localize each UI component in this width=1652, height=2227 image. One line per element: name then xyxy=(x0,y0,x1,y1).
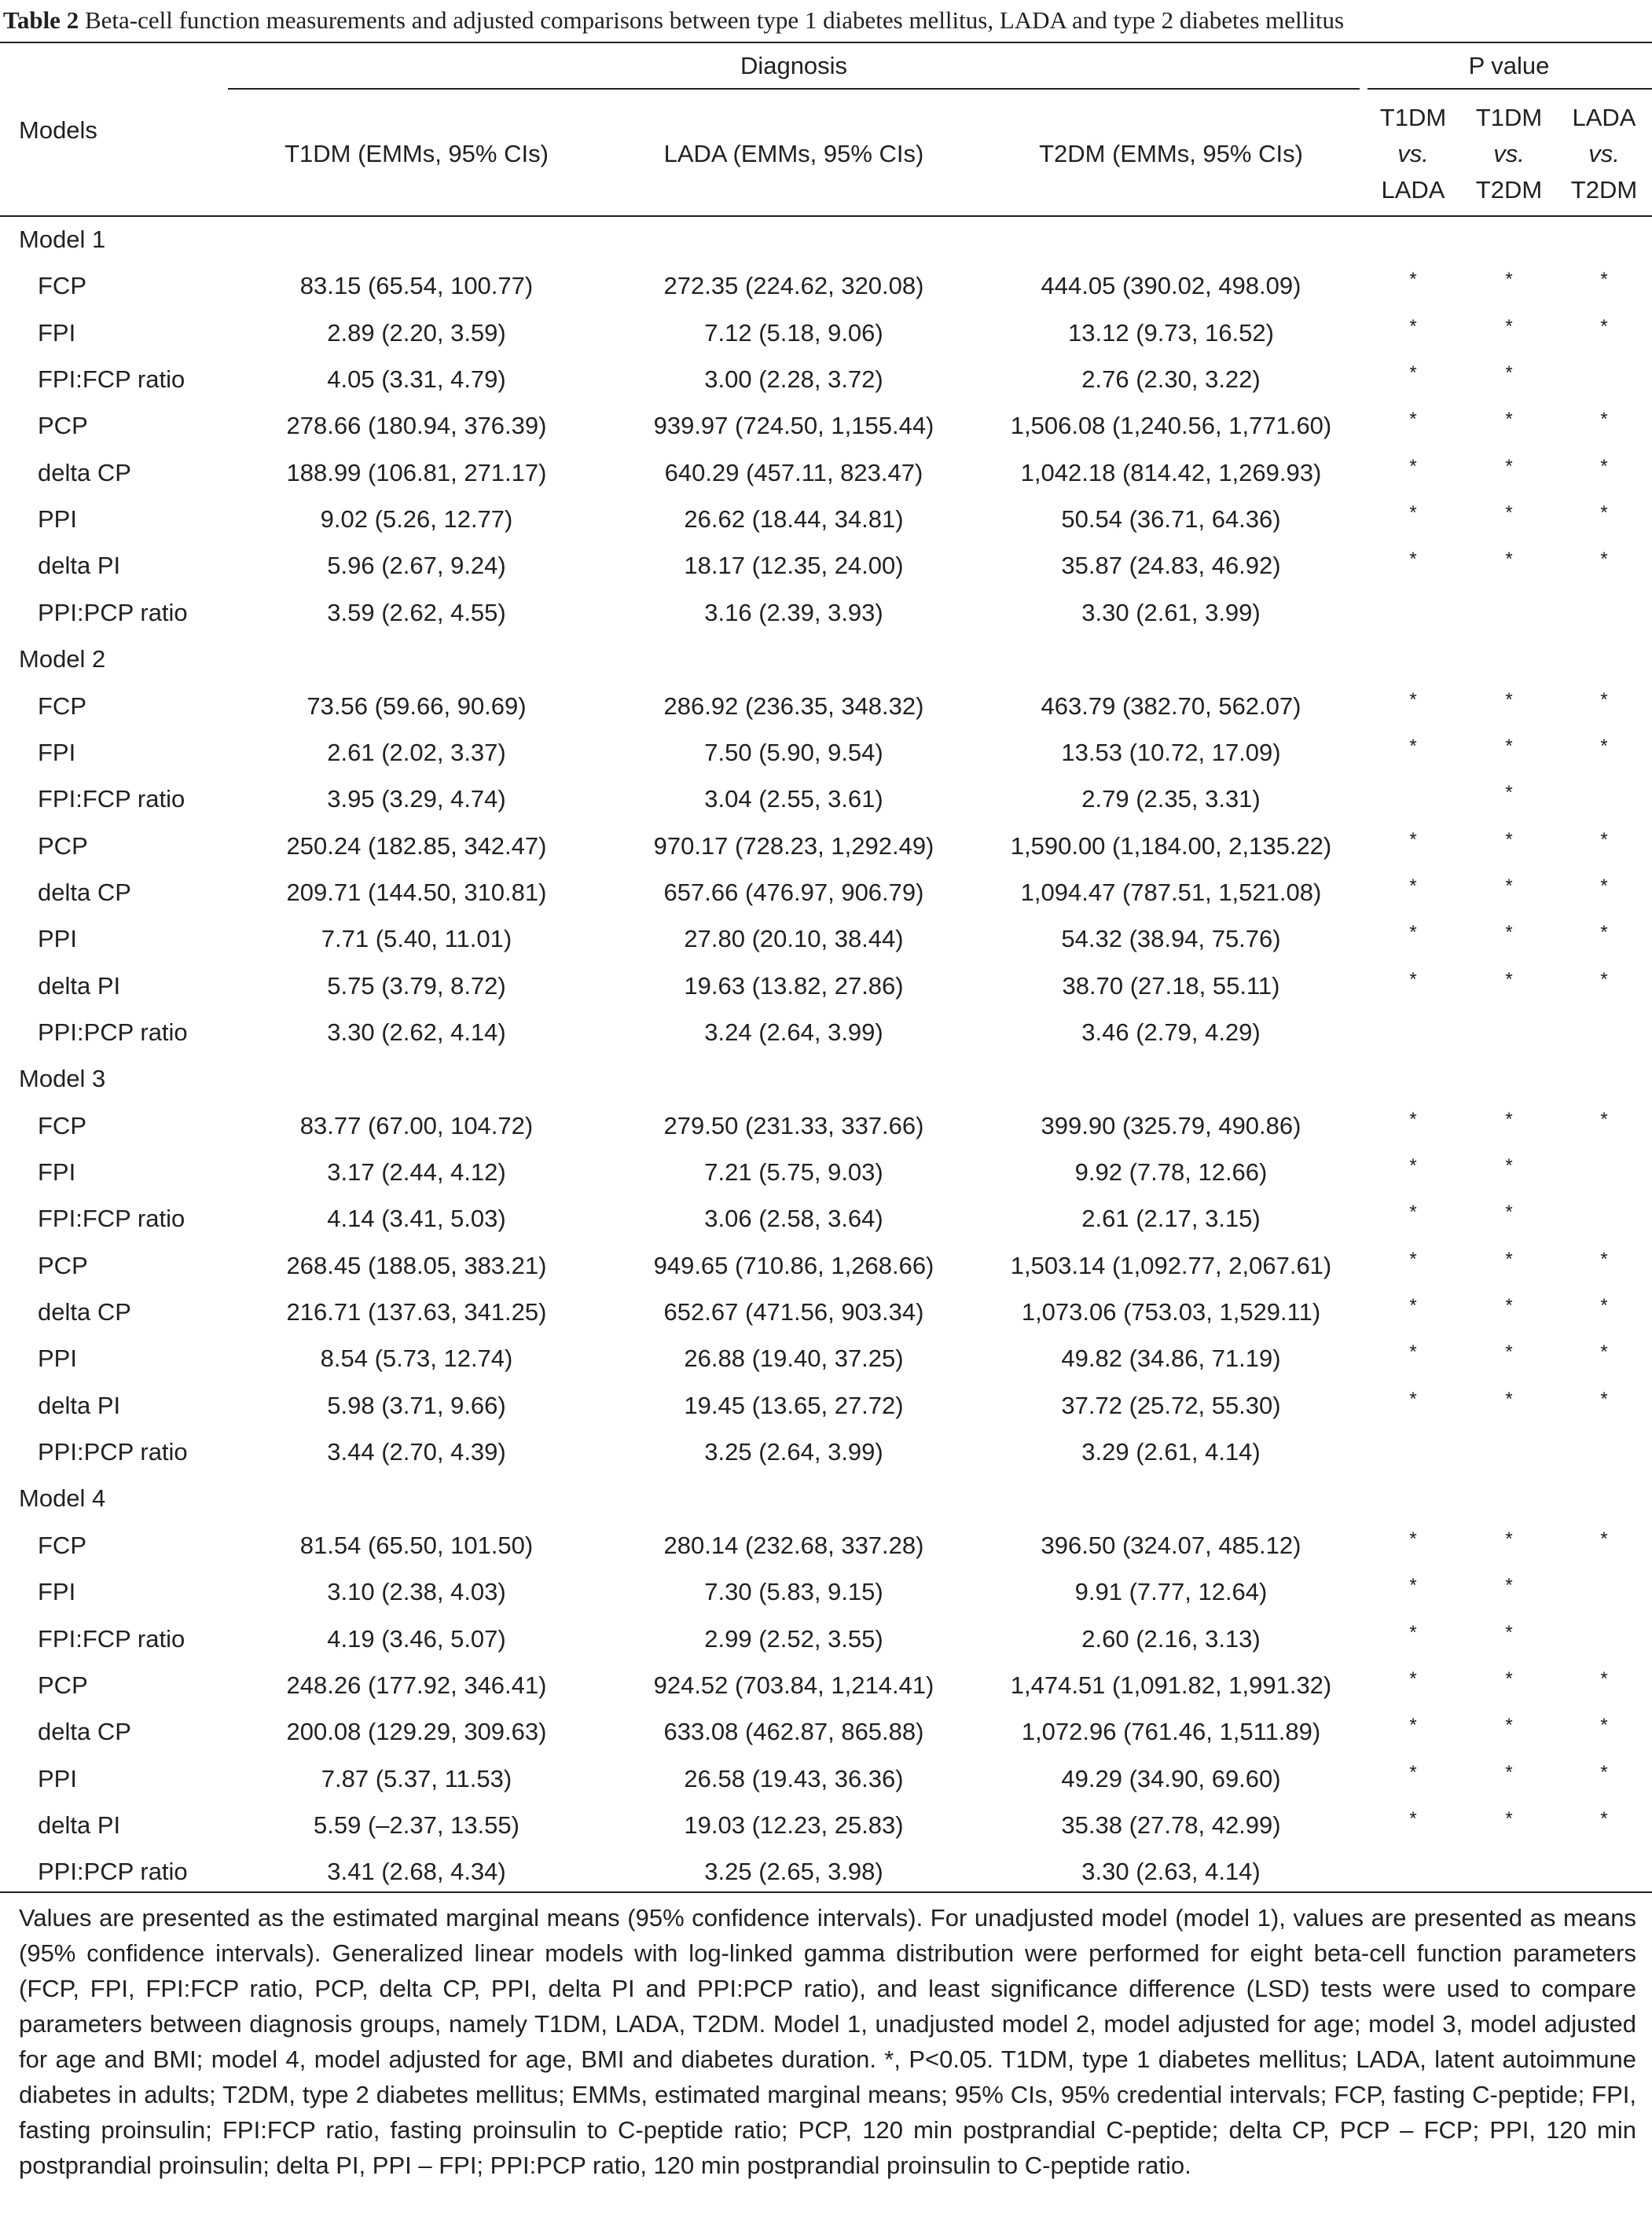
t2dm-cell: 2.76 (2.30, 3.22) xyxy=(1081,365,1261,394)
p-value-mark: * xyxy=(1409,968,1417,990)
param-cell: delta CP xyxy=(38,1298,131,1326)
p-value-mark: * xyxy=(1505,1575,1513,1597)
t1dm-cell: 2.61 (2.02, 3.37) xyxy=(327,738,506,766)
lada-cell: 652.67 (471.56, 903.34) xyxy=(663,1298,924,1326)
t2dm-cell: 54.32 (38.94, 75.76) xyxy=(1061,925,1281,953)
lada-cell: 26.58 (19.43, 36.36) xyxy=(684,1764,904,1792)
p-value-mark: * xyxy=(1505,548,1513,571)
p-value-mark: * xyxy=(1505,409,1513,431)
param-cell: FPI:FCP ratio xyxy=(38,785,185,813)
lada-cell: 26.62 (18.44, 34.81) xyxy=(684,505,904,534)
param-cell: PCP xyxy=(38,1671,88,1699)
t1dm-cell: 4.19 (3.46, 5.07) xyxy=(327,1624,506,1653)
p-value-mark: * xyxy=(1505,688,1513,710)
model-heading: Model 3 xyxy=(19,1065,106,1093)
t1dm-cell: 4.05 (3.31, 4.79) xyxy=(327,365,506,394)
t2dm-cell: 13.12 (9.73, 16.52) xyxy=(1068,318,1274,347)
param-cell: PPI:PCP ratio xyxy=(38,598,188,626)
lada-cell: 633.08 (462.87, 865.88) xyxy=(663,1718,924,1746)
p-value-mark: * xyxy=(1505,362,1513,384)
p-value-mark: * xyxy=(1409,1621,1417,1643)
lada-cell: 7.30 (5.83, 9.15) xyxy=(704,1578,883,1606)
t1dm-cell: 73.56 (59.66, 90.69) xyxy=(307,692,527,720)
lada-cell: 7.21 (5.75, 9.03) xyxy=(704,1158,883,1186)
t1dm-cell: 7.71 (5.40, 11.01) xyxy=(321,925,512,953)
t1dm-cell: 248.26 (177.92, 346.41) xyxy=(286,1671,547,1699)
p-value-mark: * xyxy=(1600,502,1608,524)
p-value-mark: * xyxy=(1409,828,1417,850)
p-value-mark: * xyxy=(1600,968,1608,990)
param-cell: FPI xyxy=(38,1158,76,1186)
t2dm-cell: 9.92 (7.78, 12.66) xyxy=(1074,1158,1268,1186)
t2dm-cell: 49.82 (34.86, 71.19) xyxy=(1061,1345,1281,1373)
t1dm-cell: 3.10 (2.38, 4.03) xyxy=(327,1578,506,1606)
t2dm-cell: 1,042.18 (814.42, 1,269.93) xyxy=(1020,458,1322,486)
p-value-mark: * xyxy=(1600,455,1608,477)
p-value-mark: * xyxy=(1409,1807,1417,1829)
top-rule xyxy=(0,42,1652,43)
p-value-mark: * xyxy=(1505,1295,1513,1317)
t1dm-cell: 216.71 (137.63, 341.25) xyxy=(286,1298,547,1326)
t1dm-cell: 250.24 (182.85, 342.47) xyxy=(286,831,547,860)
p-value-mark: * xyxy=(1505,1715,1513,1737)
p-value-mark: * xyxy=(1409,1108,1417,1130)
p-value-mark: * xyxy=(1600,828,1608,850)
table-number: Table 2 xyxy=(3,6,79,34)
p-value-mark: * xyxy=(1600,1388,1608,1410)
t1dm-cell: 4.14 (3.41, 5.03) xyxy=(327,1205,506,1233)
p-value-mark: * xyxy=(1409,1575,1417,1597)
p-value-mark: * xyxy=(1409,1248,1417,1270)
lada-cell: 939.97 (724.50, 1,155.44) xyxy=(653,412,934,440)
t1dm-cell: 278.66 (180.94, 376.39) xyxy=(286,412,547,440)
t1dm-cell: 8.54 (5.73, 12.74) xyxy=(320,1345,513,1373)
p-value-mark: * xyxy=(1409,688,1417,710)
lada-cell: 3.16 (2.39, 3.93) xyxy=(704,598,883,626)
t2dm-cell: 3.30 (2.61, 3.99) xyxy=(1081,598,1261,626)
t2dm-cell: 50.54 (36.71, 64.36) xyxy=(1061,505,1281,534)
p-value-mark: * xyxy=(1505,968,1513,990)
t2dm-cell: 396.50 (324.07, 485.12) xyxy=(1041,1531,1301,1559)
model-heading: Model 1 xyxy=(19,226,106,253)
lada-cell: 19.63 (13.82, 27.86) xyxy=(684,971,904,1000)
p-header-2-bottom: T2DM xyxy=(1475,176,1543,204)
p-value-mark: * xyxy=(1505,1528,1513,1550)
param-cell: delta CP xyxy=(38,878,131,906)
param-cell: PPI xyxy=(38,1345,77,1373)
t2dm-cell: 399.90 (325.79, 490.86) xyxy=(1041,1111,1301,1139)
p-value-mark: * xyxy=(1505,1248,1513,1270)
p-value-mark: * xyxy=(1505,875,1513,897)
p-value-mark: * xyxy=(1409,875,1417,897)
lada-cell: 19.45 (13.65, 27.72) xyxy=(684,1391,904,1419)
param-cell: FPI xyxy=(38,1578,76,1606)
p-value-mark: * xyxy=(1600,1528,1608,1550)
p-value-mark: * xyxy=(1600,548,1608,571)
t1dm-cell: 3.59 (2.62, 4.55) xyxy=(327,598,506,626)
p-value-mark: * xyxy=(1409,1295,1417,1317)
p-header-2-top: T1DM xyxy=(1475,104,1543,131)
t1dm-cell: 83.15 (65.54, 100.77) xyxy=(299,272,534,300)
p-header-3-top: LADA xyxy=(1572,104,1636,131)
t1dm-cell: 5.96 (2.67, 9.24) xyxy=(327,552,506,580)
header-t1dm: T1DM (EMMs, 95% CIs) xyxy=(285,140,549,167)
param-cell: FPI xyxy=(38,738,76,766)
p-value-mark: * xyxy=(1505,782,1513,804)
lada-cell: 286.92 (236.35, 348.32) xyxy=(663,692,924,720)
p-value-mark: * xyxy=(1409,548,1417,571)
p-value-mark: * xyxy=(1505,828,1513,850)
lada-cell: 970.17 (728.23, 1,292.49) xyxy=(653,831,934,860)
lada-cell: 3.06 (2.58, 3.64) xyxy=(704,1205,883,1233)
lada-cell: 3.25 (2.65, 3.98) xyxy=(704,1858,883,1886)
lada-cell: 18.17 (12.35, 24.00) xyxy=(684,552,904,580)
t1dm-cell: 7.87 (5.37, 11.53) xyxy=(321,1764,512,1792)
param-cell: PPI xyxy=(38,505,77,534)
p-value-mark: * xyxy=(1600,735,1608,757)
t2dm-cell: 444.05 (390.02, 498.09) xyxy=(1041,272,1301,300)
p-value-mark: * xyxy=(1505,1341,1513,1363)
p-value-mark: * xyxy=(1409,1155,1417,1176)
p-value-mark: * xyxy=(1505,1108,1513,1130)
model-heading: Model 4 xyxy=(19,1484,106,1513)
lada-cell: 3.04 (2.55, 3.61) xyxy=(704,785,883,813)
p-value-mark: * xyxy=(1600,1341,1608,1363)
t1dm-cell: 3.95 (3.29, 4.74) xyxy=(327,785,506,813)
p-value-mark: * xyxy=(1409,269,1417,291)
t1dm-cell: 81.54 (65.50, 101.50) xyxy=(299,1531,534,1559)
t1dm-cell: 9.02 (5.26, 12.77) xyxy=(320,505,513,534)
p-value-mark: * xyxy=(1409,362,1417,384)
table-footnote: Values are presented as the estimated marginal means (95% confidence intervals). For unadjusted model (model 1), values are presented as means (95% confidence intervals). Generalized linear models with log-linked gamma distribution were performed for eight beta-cell function parameters (FCP, FPI, FPI:FCP ratio, PCP, delta CP, PPI, delta PI and PPI:PCP ratio), and least significance difference (LSD) tests were used to compare parameters between diagnosis groups, namely T1DM, LADA, T2DM. Model 1, unadjusted model 2, model adjusted for age; model 3, model adjusted for age and BMI; model 4, model adjusted for age, BMI and diabetes duration. *, P<0.05. T1DM, type 1 diabetes mellitus; LADA, latent autoimmune diabetes in adults; T2DM, type 2 diabetes mellitus; EMMs, estimated marginal means; 95% CIs, 95% credential intervals; FCP, fasting C-peptide; FPI, fasting proinsulin; FPI:FCP ratio, fasting proinsulin to C-peptide ratio; PCP, 120 min postprandial C-peptide; delta CP, PCP – FCP; PPI, 120 min postprandial proinsulin; delta PI, PPI – FPI; PPI:PCP ratio, 120 min postprandial proinsulin to C-peptide ratio. xyxy=(19,1904,1636,2179)
t2dm-cell: 1,503.14 (1,092.77, 2,067.61) xyxy=(1010,1251,1332,1279)
p-value-mark: * xyxy=(1505,922,1513,944)
t2dm-cell: 1,072.96 (761.46, 1,511.89) xyxy=(1021,1718,1321,1746)
param-cell: FPI:FCP ratio xyxy=(38,1205,185,1233)
p-value-mark: * xyxy=(1409,1761,1417,1783)
param-cell: delta CP xyxy=(38,458,131,486)
t2dm-cell: 463.79 (382.70, 562.07) xyxy=(1041,692,1301,720)
lada-cell: 279.50 (231.33, 337.66) xyxy=(663,1111,924,1139)
t1dm-cell: 3.17 (2.44, 4.12) xyxy=(327,1158,506,1186)
t1dm-cell: 268.45 (188.05, 383.21) xyxy=(286,1251,547,1279)
t2dm-cell: 37.72 (25.72, 55.30) xyxy=(1061,1391,1281,1419)
t1dm-cell: 5.59 (–2.37, 13.55) xyxy=(314,1811,519,1839)
param-cell: PPI xyxy=(38,925,77,953)
lada-cell: 280.14 (232.68, 337.28) xyxy=(663,1531,924,1559)
p-value-mark: * xyxy=(1600,1715,1608,1737)
t2dm-cell: 2.61 (2.17, 3.15) xyxy=(1081,1205,1261,1233)
t1dm-cell: 5.75 (3.79, 8.72) xyxy=(327,971,506,1000)
param-cell: delta PI xyxy=(38,552,121,580)
p-value-mark: * xyxy=(1505,1621,1513,1643)
t1dm-cell: 3.44 (2.70, 4.39) xyxy=(327,1438,506,1466)
t1dm-cell: 188.99 (106.81, 271.17) xyxy=(286,458,547,486)
param-cell: FPI:FCP ratio xyxy=(38,1624,185,1653)
table-caption: Beta-cell function measurements and adjusted comparisons between type 1 diabetes mellitus, LADA and type 2 diabetes mellitus xyxy=(84,6,1345,34)
param-cell: PCP xyxy=(38,412,88,440)
t2dm-cell: 2.79 (2.35, 3.31) xyxy=(1081,785,1261,813)
p-value-mark: * xyxy=(1409,409,1417,431)
p-header-3-vs: vs. xyxy=(1588,140,1620,167)
t2dm-cell: 1,590.00 (1,184.00, 2,135.22) xyxy=(1010,831,1332,860)
p-value-mark: * xyxy=(1600,315,1608,337)
lada-cell: 19.03 (12.23, 25.83) xyxy=(684,1811,904,1839)
t1dm-cell: 3.41 (2.68, 4.34) xyxy=(327,1858,506,1886)
t1dm-cell: 209.71 (144.50, 310.81) xyxy=(286,878,547,906)
lada-cell: 657.66 (476.97, 906.79) xyxy=(663,878,924,906)
param-cell: PCP xyxy=(38,831,88,860)
diagnosis-rule xyxy=(228,88,1360,90)
p-value-mark: * xyxy=(1409,1715,1417,1737)
p-header-1-bottom: LADA xyxy=(1381,176,1445,204)
param-cell: PPI:PCP ratio xyxy=(38,1858,188,1886)
t2dm-cell: 1,094.47 (787.51, 1,521.08) xyxy=(1020,878,1322,906)
t2dm-cell: 9.91 (7.77, 12.64) xyxy=(1074,1578,1268,1606)
t2dm-cell: 1,506.08 (1,240.56, 1,771.60) xyxy=(1010,412,1332,440)
p-value-mark: * xyxy=(1600,1295,1608,1317)
param-cell: FCP xyxy=(38,692,86,720)
param-cell: FCP xyxy=(38,1111,86,1139)
header-bottom-rule xyxy=(0,215,1652,217)
p-value-mark: * xyxy=(1409,1341,1417,1363)
t1dm-cell: 5.98 (3.71, 9.66) xyxy=(327,1391,506,1419)
lada-cell: 949.65 (710.86, 1,268.66) xyxy=(653,1251,934,1279)
param-cell: delta CP xyxy=(38,1718,131,1746)
p-value-mark: * xyxy=(1409,1667,1417,1690)
p-value-mark: * xyxy=(1600,1667,1608,1690)
p-header-3-bottom: T2DM xyxy=(1570,176,1638,204)
param-cell: FCP xyxy=(38,272,86,300)
p-value-mark: * xyxy=(1409,922,1417,944)
model-heading: Model 2 xyxy=(19,645,106,673)
p-value-mark: * xyxy=(1409,315,1417,337)
p-value-mark: * xyxy=(1409,1202,1417,1224)
t2dm-cell: 38.70 (27.18, 55.11) xyxy=(1062,971,1280,1000)
param-cell: delta PI xyxy=(38,971,121,1000)
lada-cell: 2.99 (2.52, 3.55) xyxy=(704,1624,883,1653)
p-value-mark: * xyxy=(1505,1202,1513,1224)
p-value-mark: * xyxy=(1505,455,1513,477)
t1dm-cell: 83.77 (67.00, 104.72) xyxy=(299,1111,534,1139)
t2dm-cell: 35.38 (27.78, 42.99) xyxy=(1061,1811,1281,1839)
lada-cell: 3.24 (2.64, 3.99) xyxy=(704,1018,883,1046)
p-value-mark: * xyxy=(1600,875,1608,897)
param-cell: delta PI xyxy=(38,1811,121,1839)
p-value-mark: * xyxy=(1505,1761,1513,1783)
header-models: Models xyxy=(19,116,97,144)
p-value-mark: * xyxy=(1409,1528,1417,1550)
p-value-mark: * xyxy=(1600,269,1608,291)
lada-cell: 3.25 (2.64, 3.99) xyxy=(704,1438,883,1466)
p-value-mark: * xyxy=(1600,922,1608,944)
p-value-mark: * xyxy=(1600,1761,1608,1783)
header-diagnosis: Diagnosis xyxy=(740,52,848,79)
param-cell: FCP xyxy=(38,1531,86,1559)
param-cell: FPI xyxy=(38,318,76,347)
lada-cell: 27.80 (20.10, 38.44) xyxy=(684,925,904,953)
p-value-mark: * xyxy=(1409,735,1417,757)
p-value-mark: * xyxy=(1505,502,1513,524)
t2dm-cell: 49.29 (34.90, 69.60) xyxy=(1061,1764,1281,1792)
lada-cell: 26.88 (19.40, 37.25) xyxy=(684,1345,904,1373)
p-header-1-top: T1DM xyxy=(1379,104,1447,131)
param-cell: PCP xyxy=(38,1251,88,1279)
p-value-mark: * xyxy=(1505,1388,1513,1410)
param-cell: delta PI xyxy=(38,1391,121,1419)
t2dm-cell: 3.29 (2.61, 4.14) xyxy=(1081,1438,1261,1466)
p-value-mark: * xyxy=(1505,735,1513,757)
t2dm-cell: 3.46 (2.79, 4.29) xyxy=(1081,1018,1261,1046)
header-p-value: P value xyxy=(1468,52,1550,79)
param-cell: PPI:PCP ratio xyxy=(38,1438,188,1466)
lada-cell: 7.12 (5.18, 9.06) xyxy=(704,318,883,347)
t1dm-cell: 200.08 (129.29, 309.63) xyxy=(286,1718,547,1746)
p-value-mark: * xyxy=(1505,1667,1513,1690)
lada-cell: 7.50 (5.90, 9.54) xyxy=(704,738,883,766)
param-cell: FPI:FCP ratio xyxy=(38,365,185,394)
lada-cell: 640.29 (457.11, 823.47) xyxy=(664,458,923,486)
p-value-mark: * xyxy=(1505,1155,1513,1176)
t2dm-cell: 35.87 (24.83, 46.92) xyxy=(1061,552,1281,580)
p-value-mark: * xyxy=(1600,688,1608,710)
p-value-mark: * xyxy=(1505,1807,1513,1829)
p-value-mark: * xyxy=(1600,1248,1608,1270)
t2dm-cell: 1,073.06 (753.03, 1,529.11) xyxy=(1021,1298,1321,1326)
header-t2dm: T2DM (EMMs, 95% CIs) xyxy=(1039,140,1303,167)
t1dm-cell: 2.89 (2.20, 3.59) xyxy=(327,318,506,347)
t1dm-cell: 3.30 (2.62, 4.14) xyxy=(327,1018,506,1046)
p-value-mark: * xyxy=(1600,1807,1608,1829)
p-value-mark: * xyxy=(1409,455,1417,477)
lada-cell: 3.00 (2.28, 3.72) xyxy=(704,365,883,394)
table-title xyxy=(3,5,1646,36)
p-value-mark: * xyxy=(1600,409,1608,431)
table-bottom-rule xyxy=(0,1891,1652,1893)
p-header-1-vs: vs. xyxy=(1397,140,1429,167)
lada-cell: 272.35 (224.62, 320.08) xyxy=(663,272,924,300)
lada-cell: 924.52 (703.84, 1,214.41) xyxy=(653,1671,934,1699)
p-value-mark: * xyxy=(1409,1388,1417,1410)
param-cell: PPI xyxy=(38,1764,77,1792)
pvalue-rule xyxy=(1367,88,1652,90)
param-cell: PPI:PCP ratio xyxy=(38,1018,188,1046)
p-value-mark: * xyxy=(1505,269,1513,291)
header-lada: LADA (EMMs, 95% CIs) xyxy=(663,140,924,167)
t2dm-cell: 1,474.51 (1,091.82, 1,991.32) xyxy=(1010,1671,1332,1699)
p-header-2-vs: vs. xyxy=(1493,140,1525,167)
p-value-mark: * xyxy=(1409,502,1417,524)
p-value-mark: * xyxy=(1600,1108,1608,1130)
t2dm-cell: 2.60 (2.16, 3.13) xyxy=(1081,1624,1261,1653)
t2dm-cell: 3.30 (2.63, 4.14) xyxy=(1081,1858,1261,1886)
t2dm-cell: 13.53 (10.72, 17.09) xyxy=(1061,738,1281,766)
p-value-mark: * xyxy=(1505,315,1513,337)
